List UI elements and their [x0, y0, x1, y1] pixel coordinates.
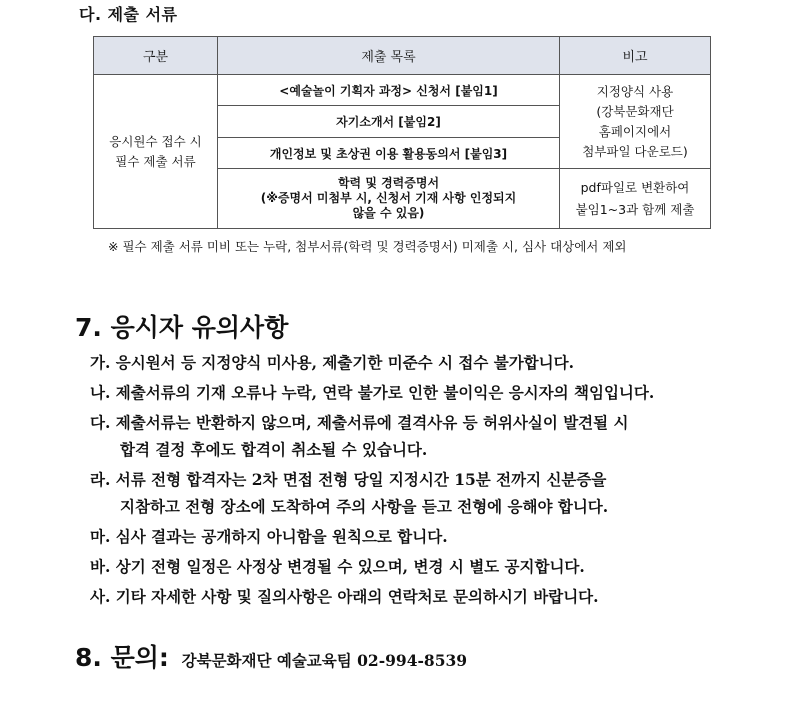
list-item	[90, 379, 750, 406]
remark-line: (강북문화재단	[596, 103, 674, 119]
remark-line: pdf파일로 변환하여	[580, 179, 690, 195]
header-category: 구분	[94, 37, 218, 75]
doc-item: 자기소개서 [붙임2]	[218, 106, 560, 138]
list-item-continuation: 합격 결정 후에도 합격이 취소될 수 있습니다.	[120, 440, 428, 459]
category-line: 필수 제출 서류	[115, 153, 196, 169]
section-title: 7. 응시자 유의사항	[75, 313, 289, 342]
list-item	[90, 553, 750, 580]
list-item-text: 마. 심사 결과는 공개하지 아니함을 원칙으로 합니다.	[90, 527, 448, 546]
remark-cell	[560, 75, 711, 169]
list-item-text: 바. 상기 전형 일정은 사정상 변경될 수 있으며, 변경 시 별도 공지합니다.	[90, 557, 585, 576]
header-list: 제출 목록	[218, 37, 560, 75]
list-item-text: 나. 제출서류의 기재 오류나 누락, 연락 불가로 인한 불이익은 응시자의 책임입니다.	[90, 383, 655, 402]
list-item-text: 라. 서류 전형 합격자는 2차 면접 전형 당일 지정시간 15분 전까지 신분증을	[90, 470, 607, 489]
remark-line: 홈페이지에서	[598, 123, 672, 139]
doc-line: (※증명서 미첨부 시, 신청서 기재 사항 인정되지	[260, 191, 517, 205]
remark-line: 지정양식 사용	[596, 83, 674, 99]
section-title: 8. 문의:	[75, 643, 169, 672]
contact-section	[75, 638, 467, 674]
header-remark: 비고	[560, 37, 711, 75]
remark-cell	[560, 169, 711, 229]
remark-line: 첨부파일 다운로드)	[582, 143, 688, 159]
list-item	[90, 466, 750, 520]
doc-item: 개인정보 및 초상권 이용 활용동의서 [붙임3]	[218, 138, 560, 169]
list-item	[90, 349, 750, 376]
sub-heading: 다. 제출 서류	[79, 5, 178, 24]
list-item	[90, 523, 750, 550]
list-item-text: 다. 제출서류는 반환하지 않으며, 제출서류에 결격사유 등 허위사실이 발견될 시	[90, 413, 629, 432]
notice-list	[90, 349, 750, 613]
table-header-row	[94, 37, 711, 75]
doc-item	[218, 169, 560, 229]
category-cell	[94, 75, 218, 229]
contact-info: 강북문화재단 예술교육팀 02-994-8539	[181, 651, 468, 670]
list-item	[90, 409, 750, 463]
note-text: ※ 필수 제출 서류 미비 또는 누락, 첨부서류(학력 및 경력증명서) 미제출 시, 심사 대상에서 제외	[108, 239, 627, 254]
doc-line: 학력 및 경력증명서	[337, 176, 440, 190]
submission-table	[93, 36, 711, 229]
table-row	[94, 75, 711, 106]
remark-line: 붙임1~3과 함께 제출	[575, 201, 695, 217]
doc-line: 않을 수 있음)	[352, 206, 425, 220]
doc-item: <예술놀이 기획자 과정> 신청서 [붙임1]	[218, 75, 560, 106]
list-item-text: 사. 기타 자세한 사항 및 질의사항은 아래의 연락처로 문의하시기 바랍니다.	[90, 587, 599, 606]
list-item	[90, 583, 750, 610]
category-line: 응시원수 접수 시	[109, 133, 202, 149]
list-item-continuation: 지참하고 전형 장소에 도착하여 주의 사항을 듣고 전형에 응해야 합니다.	[120, 497, 609, 516]
list-item-text: 가. 응시원서 등 지정양식 미사용, 제출기한 미준수 시 접수 불가합니다.	[90, 353, 575, 372]
